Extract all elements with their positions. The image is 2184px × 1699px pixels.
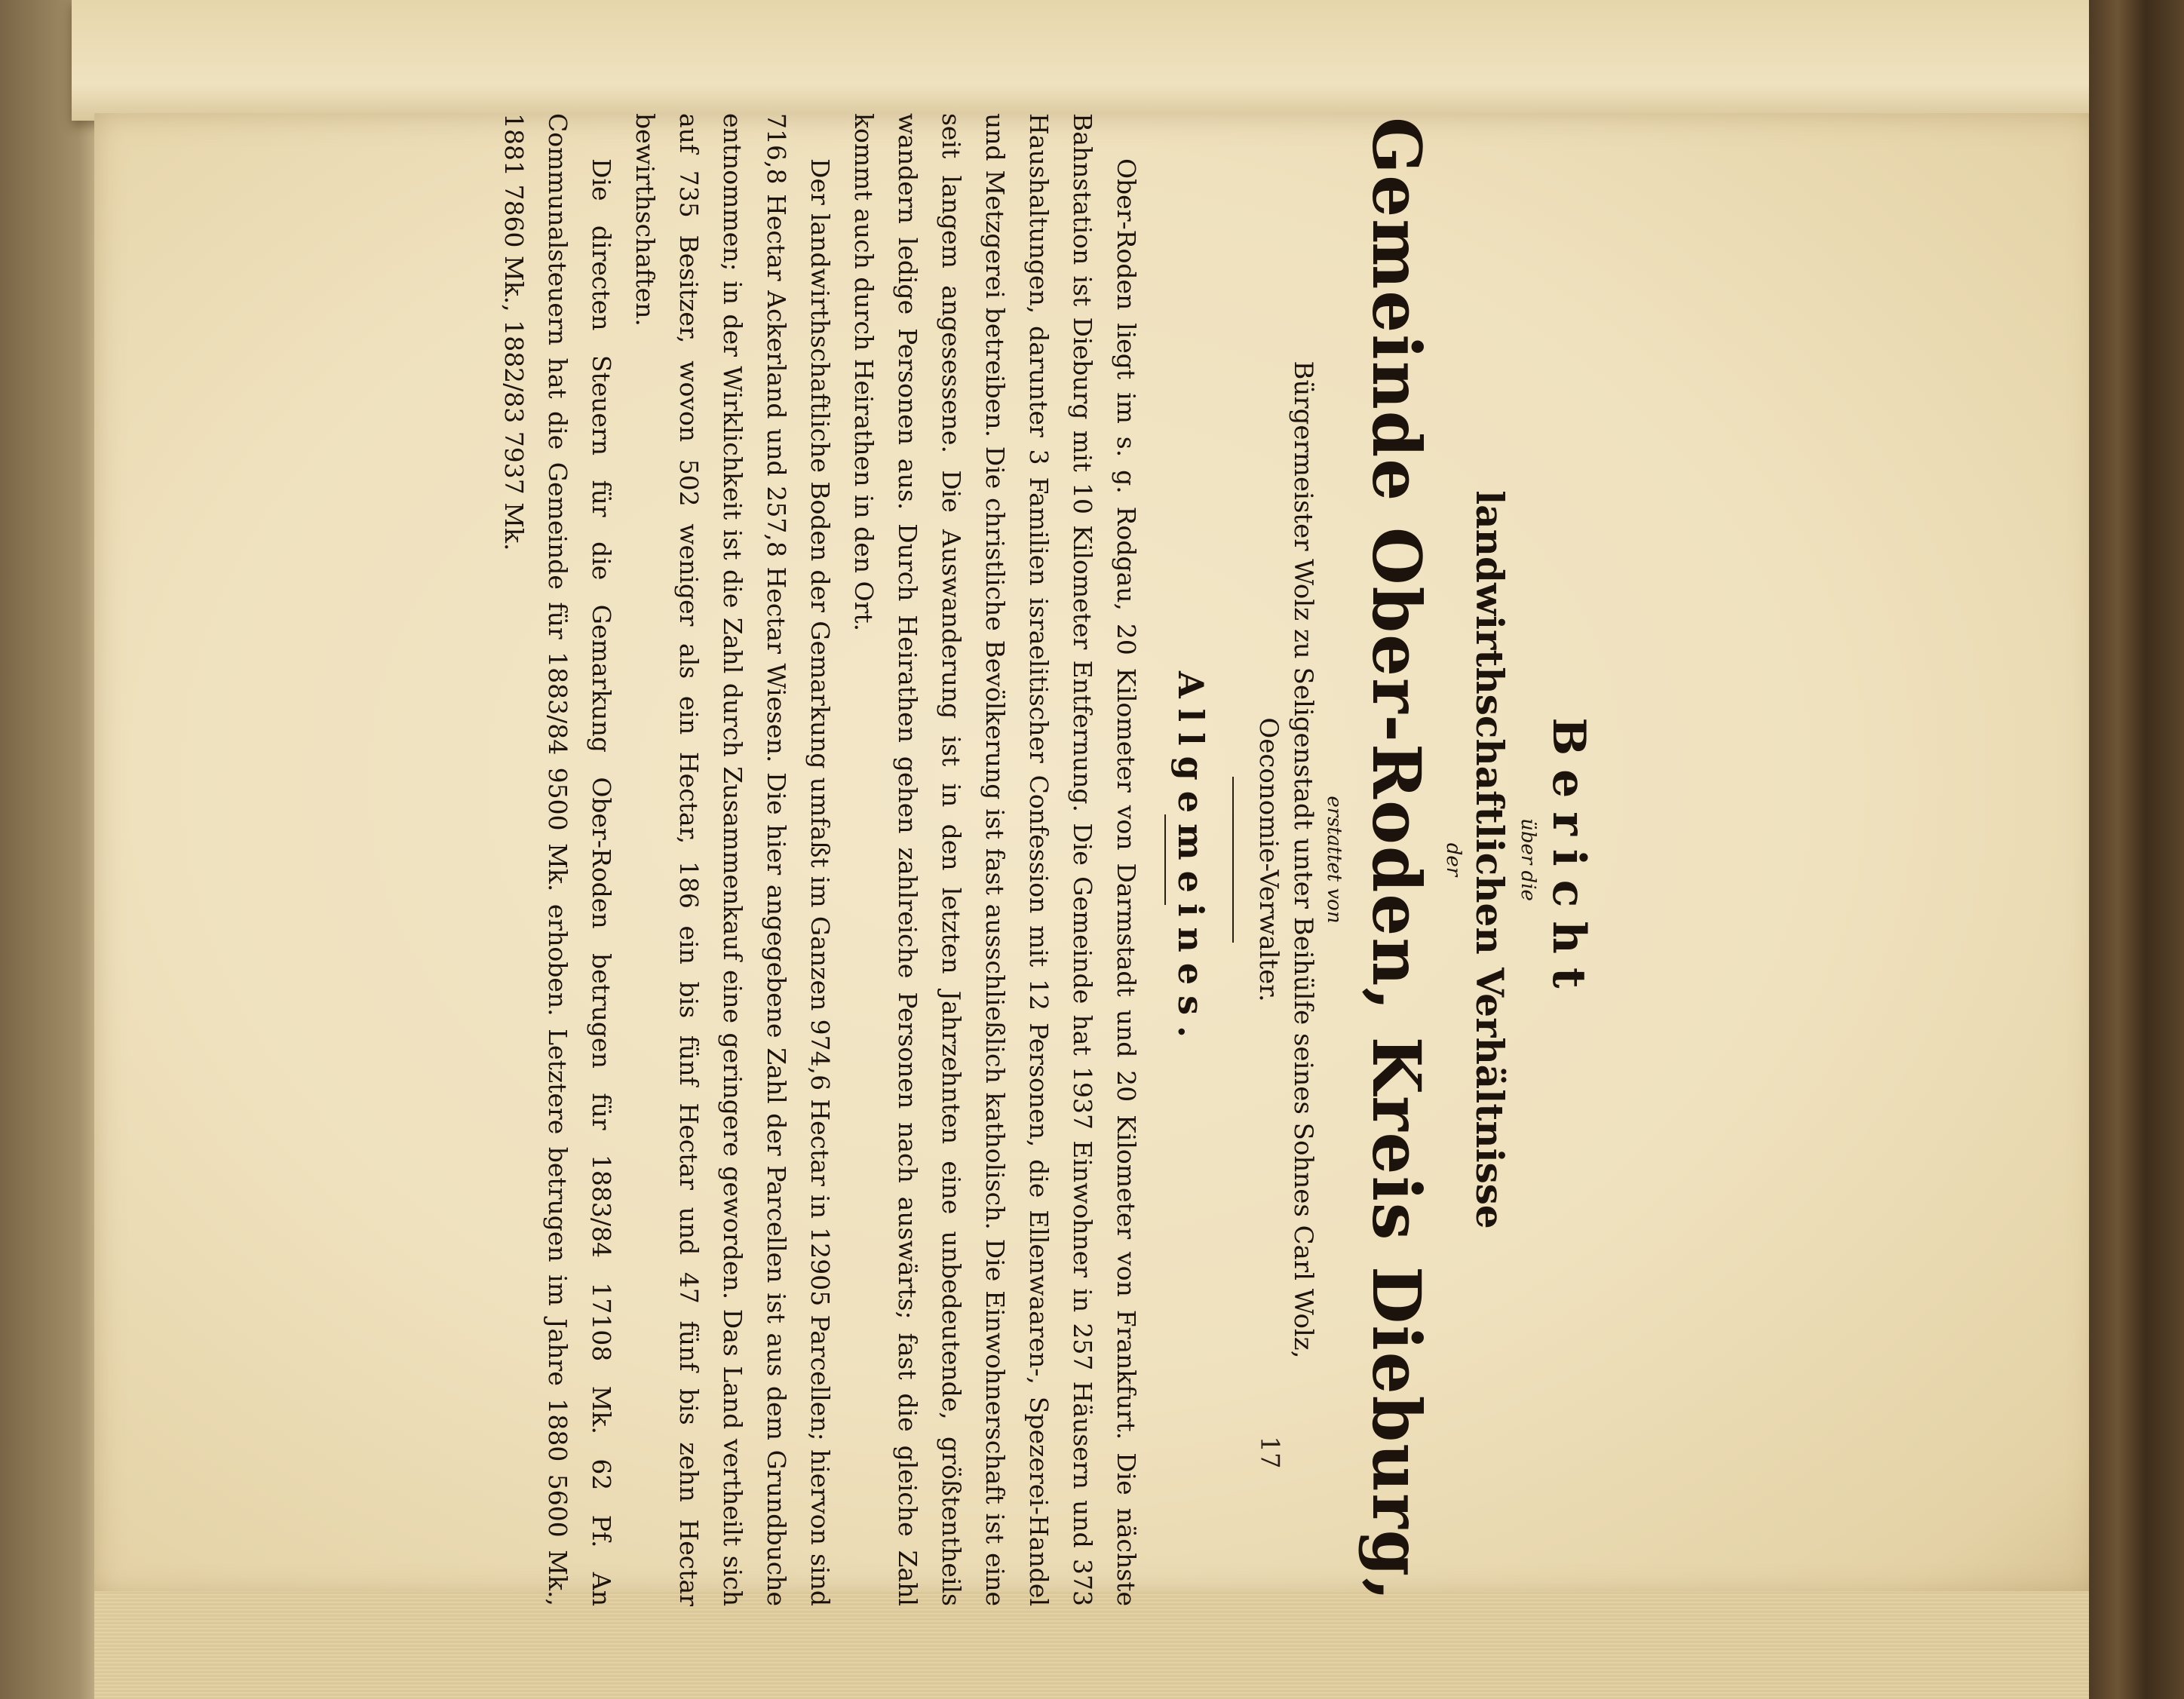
heading-main-title: Gemeinde Ober-Roden, Kreis Dieburg, <box>1357 117 1436 1602</box>
section-title: Allgemeines. <box>1170 670 1211 1049</box>
heading-verhaeltnisse: landwirthschaftlichen Verhältnisse <box>1468 490 1512 1229</box>
page-stack-edge <box>94 1591 2115 1699</box>
heading-erstattet: erstattet von <box>1323 796 1345 924</box>
heading-ueber: über die <box>1517 818 1539 901</box>
byline-author: Bürgermeister Wolz zu Seligenstadt unter Beihülfe seines Sohnes Carl Wolz, <box>1288 360 1318 1359</box>
rotated-text-block <box>499 113 1595 1606</box>
paragraph-2: Der landwirthschaftliche Boden der Gemarkung umfaßt im Ganzen 974,6 Hectar in 12905 Parcellen; hiervon sind 716,8 Hectar Ackerland und 257,8 Hectar Wiesen. Die hier angegebene Zahl der Parcellen ist aus dem Grundbuche entnommen; in der Wirklichkeit ist die Zahl durch Zusammenkauf eine geringere geworden. Das Land vertheilt sich auf 735 Besitzer, wovon 502 weniger als ein Hectar, 186 ein bis fünf Hectar und 47 fünf bis zehn Hectar bewirthschaften. <box>630 113 835 1606</box>
facing-page-edge <box>72 0 2093 121</box>
section-rule <box>1164 814 1166 905</box>
book-spine <box>2089 0 2184 1699</box>
heading-bericht: Bericht <box>1542 717 1595 1002</box>
page-number: 17 <box>1254 1436 1285 1469</box>
left-page-shadow <box>0 0 98 1699</box>
paragraph-1: Ober-Roden liegt im s. g. Rodgau, 20 Kilometer von Darmstadt und 20 Kilometer von Frankfurt. Die nächste Bahnstation ist Dieburg mit 10 Kilometer Entfernung. Die Gemeinde hat 1937 Einwohner in 257 Häusern und 373 Haushaltungen, darunter 3 Familien israelitischer Confession mit 12 Personen, die Ellenwaaren-, Spezerei-Handel und Metzgerei betreiben. Die christliche Bevölkerung ist fast ausschließlich katholisch. Die Einwohnerschaft ist eine seit langem angesessene. Die Auswanderung ist in den letzten Jahrzehnten eine unbedeutende, größtentheils wandern ledige Personen aus. Durch Heirathen gehen zahlreiche Personen nach auswärts; fast die gleiche Zahl kommt auch durch Heirathen in den Ort. <box>849 113 1141 1606</box>
divider-line <box>1225 777 1234 943</box>
heading-der: der <box>1442 842 1465 877</box>
paragraph-3: Die directen Steuern für die Gemarkung Ober-Roden betrugen für 1883/84 17108 Mk. 62 Pf. An Communalsteuern hat die Gemeinde für 1883/84 9500 Mk. erhoben. Letztere betrugen im Jahre 1880 5600 Mk., 1881 7860 Mk., 1882/83 7937 Mk. <box>499 113 616 1606</box>
byline-role: Oeconomie-Verwalter. <box>1253 717 1284 1002</box>
